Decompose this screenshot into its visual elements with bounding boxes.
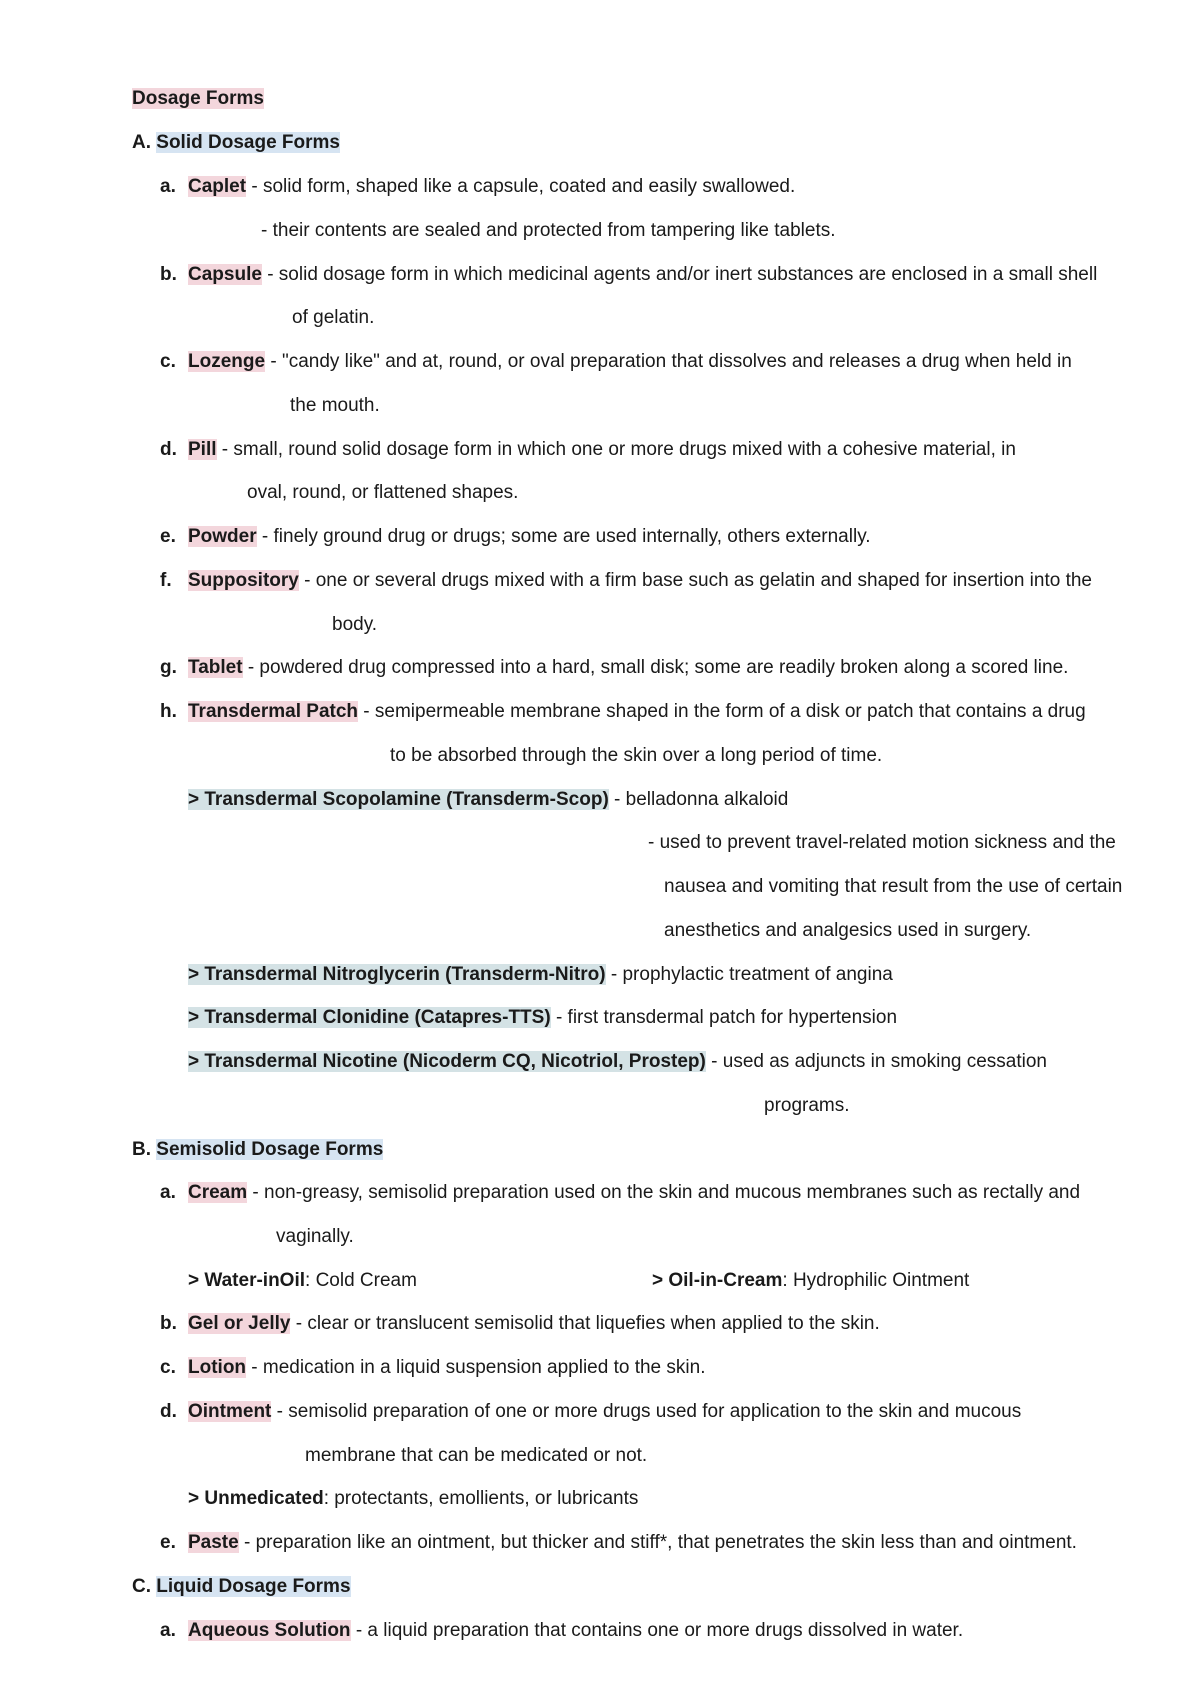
sub-item-continuation: programs. [764, 1095, 850, 1116]
list-item: h. Transdermal Patch - semipermeable membrane shaped in the form of a disk or patch that contains a drug [160, 701, 1086, 722]
list-item: b. Capsule - solid dosage form in which medicinal agents and/or inert substances are enclosed in a small shell [160, 264, 1098, 285]
list-item: e. Paste - preparation like an ointment, but thicker and stiff*, that penetrates the skin less than and ointment. [160, 1532, 1077, 1553]
list-item: a. Cream - non-greasy, semisolid preparation used on the skin and mucous membranes such as rectally and [160, 1182, 1081, 1203]
sub-item: > Water-inOil: Cold Cream [188, 1270, 417, 1291]
section-heading-solid: A. Solid Dosage Forms [132, 132, 340, 153]
section-heading-semisolid: B. Semisolid Dosage Forms [132, 1139, 384, 1160]
sub-item: > Transdermal Nicotine (Nicoderm CQ, Nicotriol, Prostep) - used as adjuncts in smoking cessation [188, 1051, 1047, 1072]
sub-item-continuation: nausea and vomiting that result from the use of certain [664, 876, 1123, 897]
list-item: a. Aqueous Solution - a liquid preparation that contains one or more drugs dissolved in water. [160, 1620, 964, 1641]
sub-item-continuation: anesthetics and analgesics used in surgery. [664, 920, 1032, 941]
document-title: Dosage Forms [132, 88, 264, 109]
list-item-continuation: vaginally. [276, 1226, 354, 1247]
list-item-continuation: the mouth. [290, 395, 380, 416]
sub-item: > Transdermal Clonidine (Catapres-TTS) - first transdermal patch for hypertension [188, 1007, 898, 1028]
list-item: b. Gel or Jelly - clear or translucent semisolid that liquefies when applied to the skin. [160, 1313, 880, 1334]
list-item-continuation: membrane that can be medicated or not. [305, 1445, 648, 1466]
sub-item: > Transdermal Nitroglycerin (Transderm-Nitro) - prophylactic treatment of angina [188, 964, 893, 985]
sub-item: > Unmedicated: protectants, emollients, or lubricants [188, 1488, 639, 1509]
list-item: g. Tablet - powdered drug compressed into a hard, small disk; some are readily broken along a scored line. [160, 657, 1069, 678]
list-item: f. Suppository - one or several drugs mixed with a firm base such as gelatin and shaped for insertion into the [160, 570, 1092, 591]
section-heading-liquid: C. Liquid Dosage Forms [132, 1576, 351, 1597]
list-item-continuation: of gelatin. [292, 307, 375, 328]
sub-item: > Oil-in-Cream: Hydrophilic Ointment [652, 1270, 970, 1291]
list-item-continuation: body. [332, 614, 378, 635]
list-item: e. Powder - finely ground drug or drugs; some are used internally, others externally. [160, 526, 871, 547]
sub-item-continuation: - used to prevent travel-related motion sickness and the [648, 832, 1116, 853]
list-item: d. Pill - small, round solid dosage form in which one or more drugs mixed with a cohesive material, in [160, 439, 1016, 460]
list-item: a. Caplet - solid form, shaped like a capsule, coated and easily swallowed. [160, 176, 796, 197]
list-item: c. Lotion - medication in a liquid suspension applied to the skin. [160, 1357, 706, 1378]
list-item: d. Ointment - semisolid preparation of one or more drugs used for application to the skin and mucous [160, 1401, 1022, 1422]
list-item-continuation: oval, round, or flattened shapes. [247, 482, 519, 503]
sub-item: > Transdermal Scopolamine (Transderm-Scop) - belladonna alkaloid [188, 789, 789, 810]
list-item: c. Lozenge - "candy like" and at, round, or oval preparation that dissolves and releases a drug when held in [160, 351, 1072, 372]
list-item-continuation: to be absorbed through the skin over a long period of time. [390, 745, 883, 766]
list-item-continuation: - their contents are sealed and protected from tampering like tablets. [261, 220, 836, 241]
